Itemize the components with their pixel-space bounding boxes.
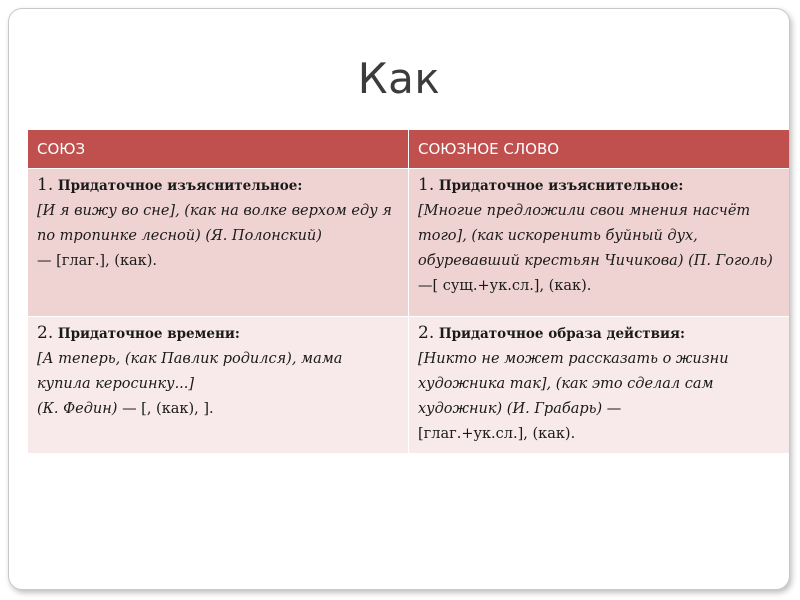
item-number: 1.	[418, 175, 435, 195]
clause-heading: Придаточное изъяснительное:	[57, 178, 303, 194]
scheme: [глаг.+ук.сл.], (как).	[418, 426, 576, 442]
table-row	[28, 317, 790, 454]
scheme: —[ сущ.+ук.сл.], (как).	[418, 278, 592, 294]
source: (К. Федин)	[37, 401, 118, 417]
item-number: 2.	[418, 323, 435, 343]
scheme: — [глаг.], (как).	[37, 253, 157, 269]
clause-heading: Придаточное времени:	[57, 326, 240, 342]
cell-conjunction-explanatory	[28, 169, 409, 317]
header-conjunctive-word: СОЮЗНОЕ СЛОВО	[409, 130, 790, 169]
example-sentence: [И я вижу во сне], (как на волке верхом еду я по тропинке лесной) (Я. Полонский)	[37, 203, 392, 244]
clause-heading: Придаточное изъяснительное:	[438, 178, 684, 194]
clause-heading: Придаточное образа действия:	[438, 326, 686, 342]
example-sentence	[418, 199, 780, 299]
table-header-row	[28, 130, 790, 169]
cell-conjunction-time	[28, 317, 409, 454]
header-conjunction: СОЮЗ	[28, 130, 409, 169]
example-text: [Многие предложили свои мнения насчёт того], (как искоренить буйный дух, обуревавший крестьян Чичикова) (П. Гоголь)	[418, 203, 773, 269]
item-number: 2.	[37, 323, 54, 343]
item-number: 1.	[37, 175, 54, 195]
slide-title: Как	[357, 54, 441, 103]
scheme: — [, (как), ].	[122, 401, 214, 417]
source-and-scheme	[37, 397, 399, 422]
table-row	[28, 169, 790, 317]
comparison-table	[27, 129, 790, 454]
example-sentence: [А теперь, (как Павлик родился), мама купила керосинку...]	[37, 351, 343, 392]
example-sentence: [Никто не может рассказать о жизни художника так], (как это сделал сам художник) (И. Грабарь) —	[418, 351, 729, 417]
cell-conjunctive-word-manner	[409, 317, 790, 454]
cell-conjunctive-word-explanatory	[409, 169, 790, 317]
slide	[8, 8, 790, 590]
